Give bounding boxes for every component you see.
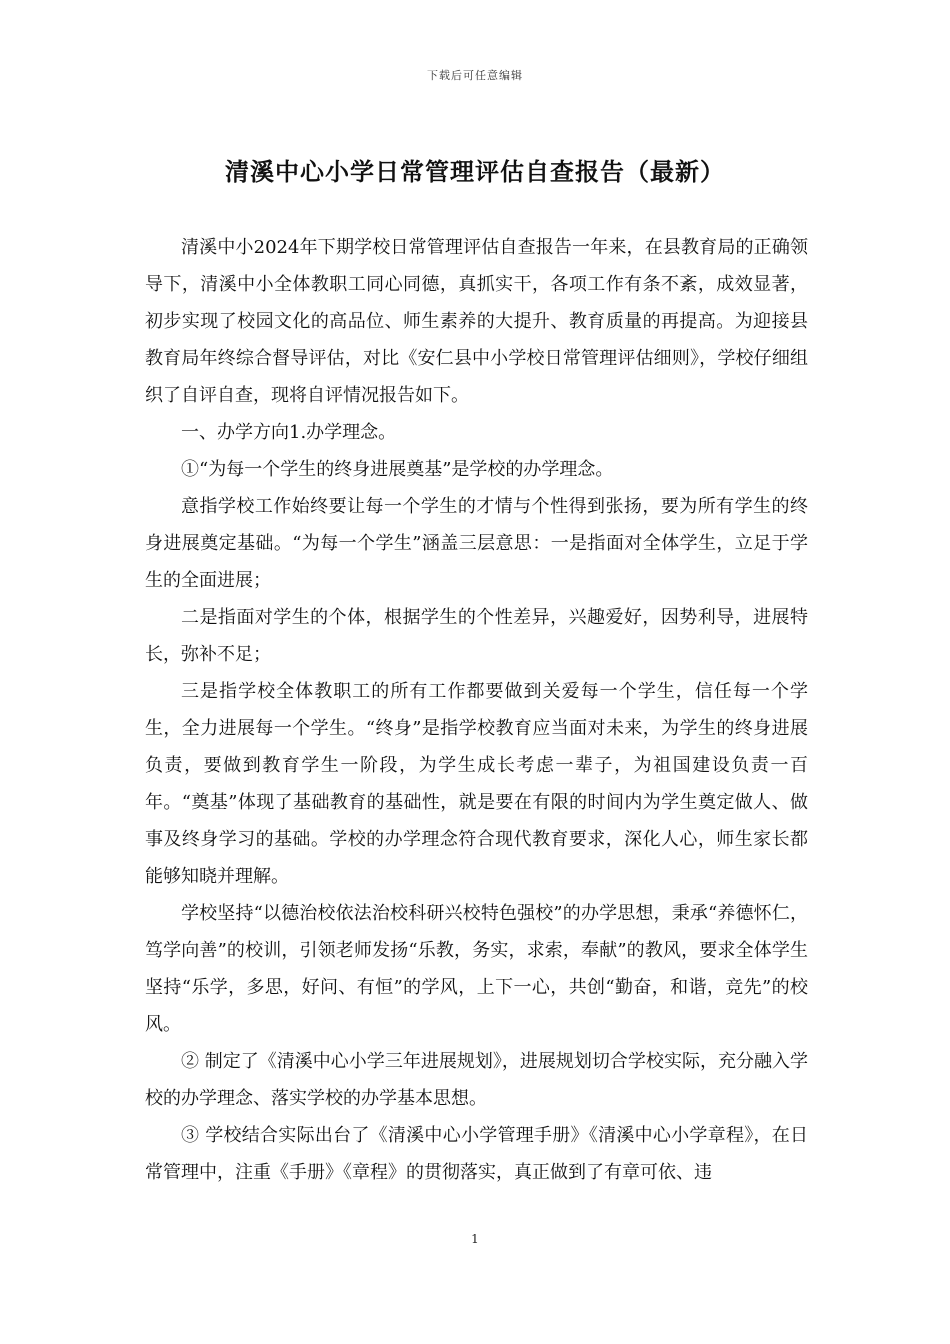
- paragraph: ② 制定了《清溪中心小学三年进展规划》，进展规划切合学校实际，充分融入学校的办学理念、落实学校的办学基本思想。: [145, 1051, 808, 1109]
- paragraph: ③ 学校结合实际出台了《清溪中心小学管理手册》《清溪中心小学章程》，在日常管理中，注重《手册》《章程》的贯彻落实，真正做到了有章可依、违: [145, 1125, 808, 1183]
- page-number: 1: [471, 1232, 479, 1246]
- paragraph: ①“为每一个学生的终身进展奠基”是学校的办学理念。: [181, 459, 614, 480]
- document-body: [145, 229, 808, 1191]
- paragraph: 二是指面对学生的个体，根据学生的个性差异，兴趣爱好，因势利导，进展特长，弥补不足；: [145, 607, 808, 665]
- paragraph: 一、办学方向1.办学理念。: [181, 422, 397, 443]
- document-title: 清溪中心小学日常管理评估自查报告（最新）: [225, 158, 725, 186]
- paragraph: 意指学校工作始终要让每一个学生的才情与个性得到张扬，要为所有学生的终身进展奠定基础。“为每一个学生”涵盖三层意思：一是指面对全体学生，立足于学生的全面进展；: [145, 496, 808, 591]
- paragraph: 三是指学校全体教职工的所有工作都要做到关爱每一个学生，信任每一个学生，全力进展每一个学生。“终身”是指学校教育应当面对未来，为学生的终身进展负责，要做到教育学生一阶段，为学生成长考虑一辈子，为祖国建设负责一百年。“奠基”体现了基础教育的基础性，就是要在有限的时间内为学生奠定做人、做事及终身学习的基础。学校的办学理念符合现代教育要求，深化人心，师生家长都能够知晓并理解。: [145, 681, 808, 887]
- paragraph: 学校坚持“以德治校依法治校科研兴校特色强校”的办学思想，秉承“养德怀仁，笃学向善”的校训，引领老师发扬“乐教，务实，求索，奉献”的教风，要求全体学生坚持“乐学，多思，好问、有恒”的学风，上下一心，共创“勤奋，和谐，竞先”的校风。: [145, 903, 808, 1035]
- page-header-note: 下载后可任意编辑: [427, 69, 523, 82]
- paragraph: 清溪中小2024年下期学校日常管理评估自查报告一年来，在县教育局的正确领导下，清溪中小全体教职工同心同德，真抓实干，各项工作有条不紊，成效显著，初步实现了校园文化的高品位、师生素养的大提升、教育质量的再提高。为迎接县教育局年终综合督导评估，对比《安仁县中小学校日常管理评估细则》，学校仔细组织了自评自查，现将自评情况报告如下。: [145, 237, 808, 406]
